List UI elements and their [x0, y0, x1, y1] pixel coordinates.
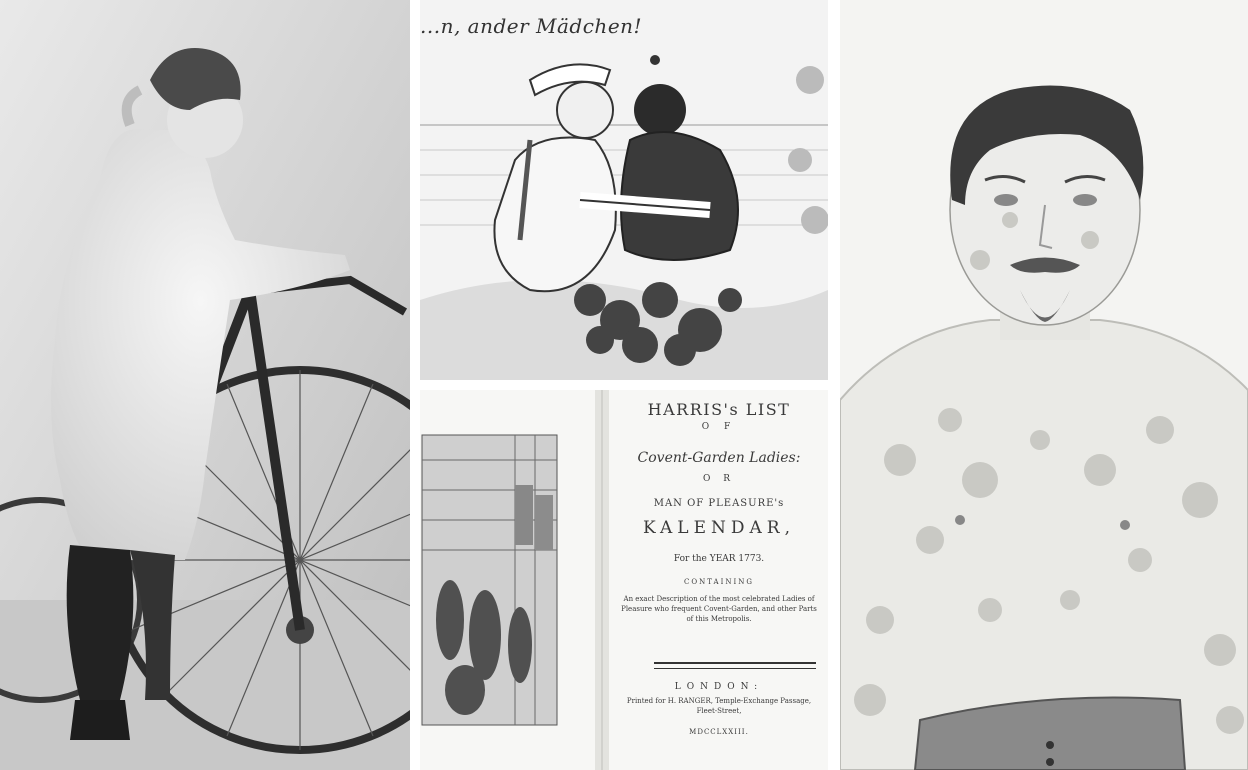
imprint-line-1: LONDON:	[674, 682, 764, 692]
medical-illustration-image	[840, 0, 1248, 770]
book-spread	[420, 390, 828, 770]
cartoon-caption: ...n, ander Mädchen!	[420, 14, 643, 38]
title-description: An exact Description of the most celebrated Ladies of Pleasure who frequent Covent-Garden, and other Parts of this Metropolis.	[621, 595, 817, 623]
title-line-8: CONTAINING	[684, 578, 754, 586]
cartoon-drawing	[420, 0, 828, 380]
medical-illustration	[840, 0, 1248, 770]
imprint-line-2: Printed for H. RANGER, Temple-Exchange Passage, Fleet-Street,	[626, 697, 812, 715]
title-line-2: O F	[701, 422, 737, 432]
cartoon-illustration	[420, 0, 828, 380]
title-line-5: MAN OF PLEASURE's	[653, 498, 785, 509]
title-line-6: KALENDAR,	[643, 518, 795, 538]
title-line-7: For the YEAR 1773.	[673, 554, 765, 564]
title-page	[610, 390, 828, 770]
title-line-4: O R	[702, 474, 735, 484]
photo-woman-bicycle	[0, 0, 410, 770]
title-line-3: Covent-Garden Ladies:	[637, 450, 801, 466]
imprint-line-3: MDCCLXXIII.	[689, 728, 749, 736]
title-line-1: HARRIS's LIST	[647, 400, 791, 419]
rule-2	[654, 668, 816, 669]
rule-1	[654, 662, 816, 664]
photo-woman-bicycle-image	[0, 0, 410, 770]
